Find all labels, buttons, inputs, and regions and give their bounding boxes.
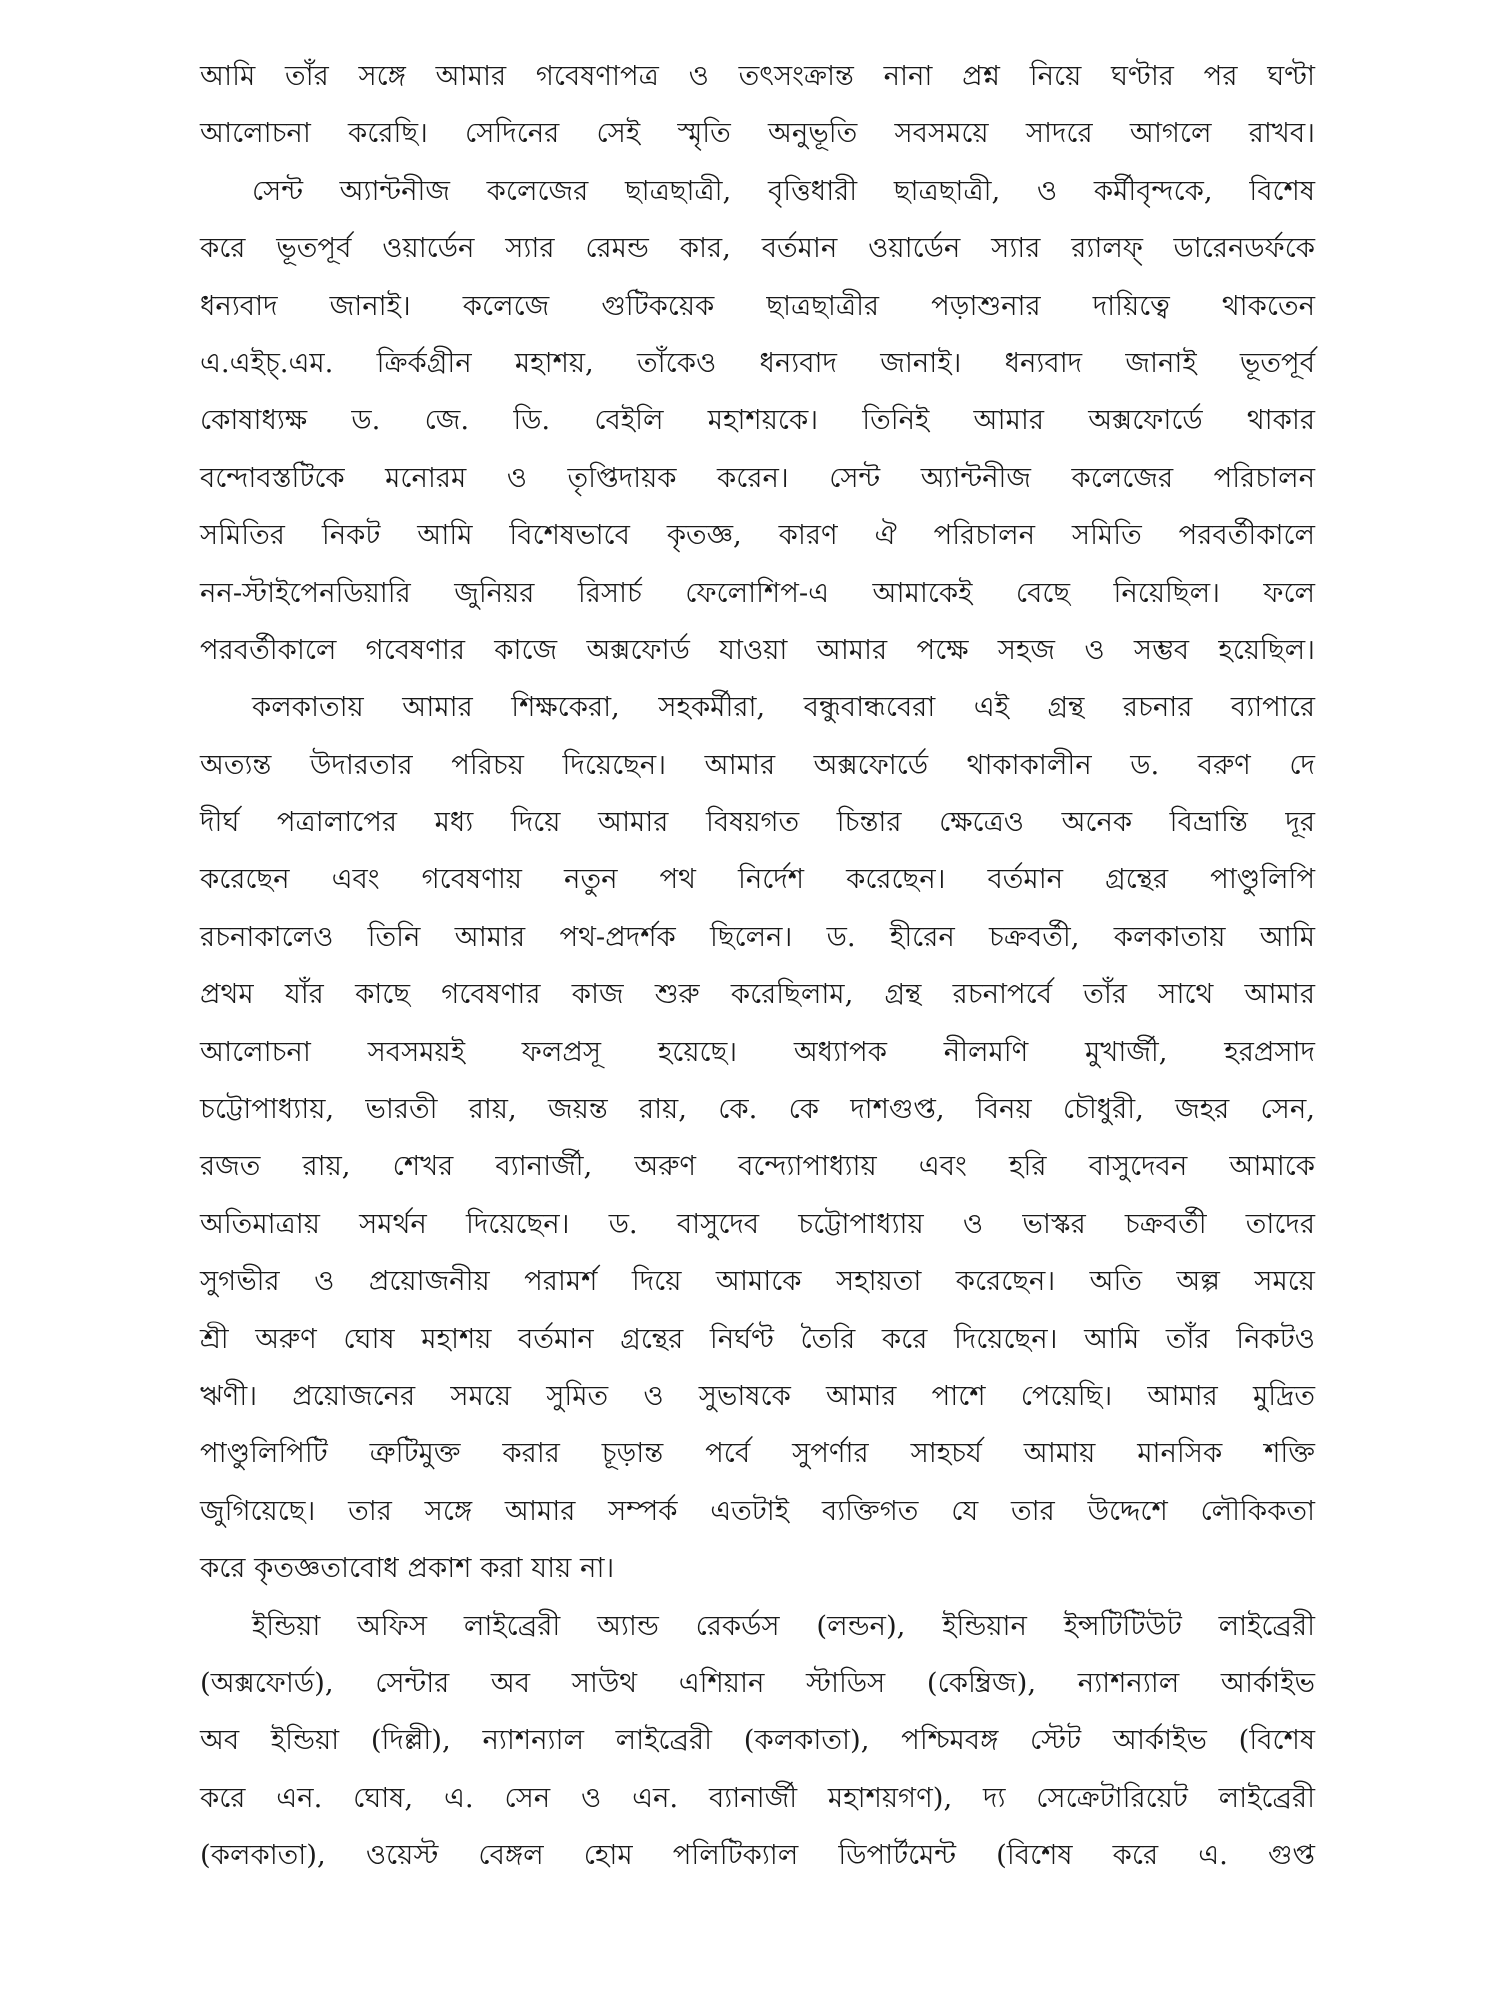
text-line: করে কৃতজ্ঞতাবোধ প্রকাশ করা যায় না। — [200, 1552, 615, 1585]
text-line: করে এন. ঘোষ, এ. সেন ও এন. ব্যানার্জী মহাশয়গণ), দ্য সেক্রেটারিয়েট লাইব্রেরী — [200, 1781, 1315, 1814]
text-line: কোষাধ্যক্ষ ড. জে. ডি. বেইলি মহাশয়কে। তিনিই আমার অক্সফোর্ডে থাকার — [200, 404, 1315, 437]
text-line: চট্টোপাধ্যায়, ভারতী রায়, জয়ন্ত রায়, কে. কে দাশগুপ্ত, বিনয় চৌধুরী, জহর সেন, — [200, 1093, 1315, 1126]
text-line: অব ইন্ডিয়া (দিল্লী), ন্যাশন্যাল লাইব্রেরী (কলকাতা), পশ্চিমবঙ্গ স্টেট আর্কাইভ (বিশেষ — [200, 1724, 1315, 1757]
text-line: আলোচনা করেছি। সেদিনের সেই স্মৃতি অনুভূতি সবসময়ে সাদরে আগলে রাখব। — [200, 117, 1315, 150]
text-line: করেছেন এবং গবেষণায় নতুন পথ নির্দেশ করেছেন। বর্তমান গ্রন্থের পাণ্ডুলিপি — [200, 863, 1315, 896]
text-line: ধন্যবাদ জানাই। কলেজে গুটিকয়েক ছাত্রছাত্রীর পড়াশুনার দায়িত্বে থাকতেন — [200, 289, 1315, 322]
body-text — [200, 48, 1315, 1885]
text-line: পাণ্ডুলিপিটি ত্রুটিমুক্ত করার চূড়ান্ত পর্বে সুপর্ণার সাহচর্য আমায় মানসিক শক্তি — [200, 1437, 1315, 1470]
text-line: বন্দোবস্তটিকে মনোরম ও তৃপ্তিদায়ক করেন। সেন্ট অ্যান্টনীজ কলেজের পরিচালন — [200, 461, 1315, 494]
text-line: ইন্ডিয়া অফিস লাইব্রেরী অ্যান্ড রেকর্ডস (লন্ডন), ইন্ডিয়ান ইন্সটিটিউট লাইব্রেরী — [252, 1609, 1315, 1642]
text-line: আলোচনা সবসময়ই ফলপ্রসূ হয়েছে। অধ্যাপক নীলমণি মুখার্জী, হরপ্রসাদ — [200, 1035, 1315, 1068]
text-line: সেন্ট অ্যান্টনীজ কলেজের ছাত্রছাত্রী, বৃত্তিধারী ছাত্রছাত্রী, ও কর্মীবৃন্দকে, বিশেষ — [252, 174, 1315, 207]
text-line: অতিমাত্রায় সমর্থন দিয়েছেন। ড. বাসুদেব চট্টোপাধ্যায় ও ভাস্কর চক্রবর্তী তাদের — [200, 1207, 1315, 1240]
text-line: রজত রায়, শেখর ব্যানার্জী, অরুণ বন্দ্যোপাধ্যায় এবং হরি বাসুদেবন আমাকে — [200, 1150, 1315, 1183]
text-line: (কলকাতা), ওয়েস্ট বেঙ্গল হোম পলিটিক্যাল ডিপার্টমেন্ট (বিশেষ করে এ. গুপ্ত — [200, 1839, 1315, 1872]
text-line: প্রথম যাঁর কাছে গবেষণার কাজ শুরু করেছিলাম, গ্রন্থ রচনাপর্বে তাঁর সাথে আমার — [200, 978, 1315, 1011]
text-line: ঋণী। প্রয়োজনের সময়ে সুমিত ও সুভাষকে আমার পাশে পেয়েছি। আমার মুদ্রিত — [200, 1379, 1315, 1412]
text-line: শ্রী অরুণ ঘোষ মহাশয় বর্তমান গ্রন্থের নির্ঘণ্ট তৈরি করে দিয়েছেন। আমি তাঁর নিকটও — [200, 1322, 1315, 1355]
text-line: (অক্সফোর্ড), সেন্টার অব সাউথ এশিয়ান স্টাডিস (কেম্ব্রিজ), ন্যাশন্যাল আর্কাইভ — [200, 1666, 1315, 1699]
text-line: জুগিয়েছে। তার সঙ্গে আমার সম্পর্ক এতটাই ব্যক্তিগত যে তার উদ্দেশে লৌকিকতা — [200, 1494, 1315, 1527]
text-line: কলকাতায় আমার শিক্ষকেরা, সহকর্মীরা, বন্ধুবান্ধবেরা এই গ্রন্থ রচনার ব্যাপারে — [252, 691, 1315, 724]
text-line: দীর্ঘ পত্রালাপের মধ্য দিয়ে আমার বিষয়গত চিন্তার ক্ষেত্রেও অনেক বিভ্রান্তি দূর — [200, 806, 1315, 839]
text-line: রচনাকালেও তিনি আমার পথ-প্রদর্শক ছিলেন। ড. হীরেন চক্রবর্তী, কলকাতায় আমি — [200, 920, 1315, 953]
text-line: নন-স্টাইপেনডিয়ারি জুনিয়র রিসার্চ ফেলোশিপ-এ আমাকেই বেছে নিয়েছিল। ফলে — [200, 576, 1315, 609]
text-line: করে ভূতপূর্ব ওয়ার্ডেন স্যার রেমন্ড কার, বর্তমান ওয়ার্ডেন স্যার র‍্যালফ্ ডারেনডর্ফকে — [200, 232, 1315, 265]
text-line: পরবর্তীকালে গবেষণার কাজে অক্সফোর্ড যাওয়া আমার পক্ষে সহজ ও সম্ভব হয়েছিল। — [200, 633, 1315, 666]
text-line: সুগভীর ও প্রয়োজনীয় পরামর্শ দিয়ে আমাকে সহায়তা করেছেন। অতি অল্প সময়ে — [200, 1265, 1315, 1298]
text-line: অত্যন্ত উদারতার পরিচয় দিয়েছেন। আমার অক্সফোর্ডে থাকাকালীন ড. বরুণ দে — [200, 748, 1315, 781]
text-line: সমিতির নিকট আমি বিশেষভাবে কৃতজ্ঞ, কারণ ঐ পরিচালন সমিতি পরবর্তীকালে — [200, 519, 1315, 552]
text-line: এ.এইচ্.এম. ক্রির্কগ্রীন মহাশয়, তাঁকেও ধন্যবাদ জানাই। ধন্যবাদ জানাই ভূতপূর্ব — [200, 346, 1315, 379]
text-line: আমি তাঁর সঙ্গে আমার গবেষণাপত্র ও তৎসংক্রান্ত নানা প্রশ্ন নিয়ে ঘণ্টার পর ঘণ্টা — [200, 60, 1315, 92]
